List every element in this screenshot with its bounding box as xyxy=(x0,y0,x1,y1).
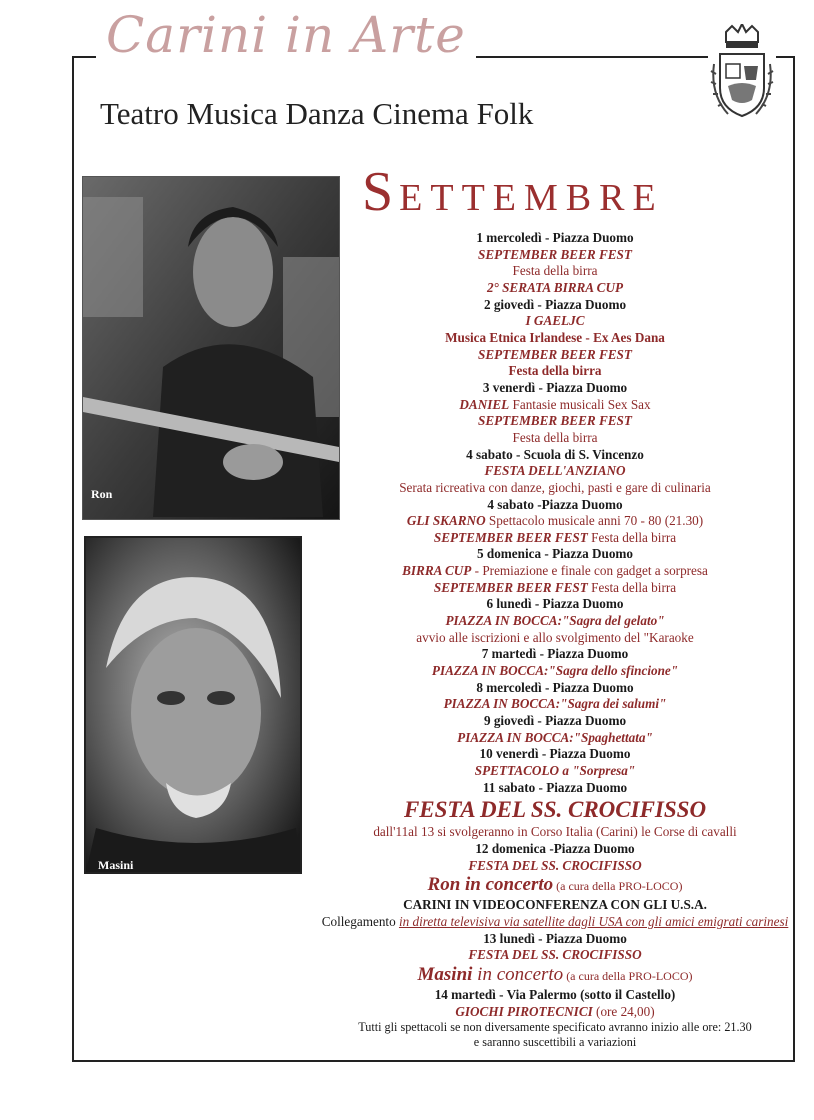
event-title: PIAZZA IN BOCCA:"Sagra dello sfincione" xyxy=(431,663,679,679)
event-title: FESTA DEL SS. CROCIFISSO xyxy=(468,857,642,873)
footer-note: Tutti gli spettacoli se non diversamente specificato avranno inizio alle ore: 21.30 xyxy=(358,1020,752,1035)
date-line: 10 venerdì - Piazza Duomo xyxy=(479,746,631,762)
event-title: SEPTEMBER BEER FEST xyxy=(478,413,632,429)
event-title: SEPTEMBER BEER FEST xyxy=(478,246,632,262)
event-title: PIAZZA IN BOCCA:"Spaghettata" xyxy=(457,729,653,745)
event-description: Collegamento xyxy=(321,913,399,929)
date-line: 4 sabato -Piazza Duomo xyxy=(487,496,623,512)
date-line: 9 giovedì - Piazza Duomo xyxy=(483,713,627,729)
event-title: DANIEL xyxy=(459,396,510,412)
date-line: 5 domenica - Piazza Duomo xyxy=(476,546,634,562)
event-description: Spettacolo musicale anni 70 - 80 (21.30) xyxy=(485,513,704,529)
event-description: - Premiazione e finale con gadget a sorpresa xyxy=(471,563,708,579)
event-line xyxy=(270,1004,814,1021)
date-line: 7 martedì - Piazza Duomo xyxy=(481,646,629,662)
event-title: SPETTACOLO a "Sorpresa" xyxy=(474,763,636,778)
event-title: BIRRA CUP xyxy=(402,563,472,579)
event-title: 2° SERATA BIRRA CUP xyxy=(486,279,624,295)
event-line xyxy=(270,397,814,414)
event-title: GIOCHI PIROTECNICI xyxy=(455,1003,593,1019)
ron-concert-title: Ron in concerto xyxy=(427,874,554,896)
masini-caption: Masini xyxy=(98,858,134,872)
date-line: 12 domenica -Piazza Duomo xyxy=(475,840,635,856)
event-title: SEPTEMBER BEER FEST xyxy=(478,346,632,362)
event-description: Serata ricreativa con danze, giochi, pasti e gare di culinaria xyxy=(399,479,711,495)
organizer-note: (a cura della PRO-LOCO) xyxy=(563,968,693,983)
masini-concert-name: Masini xyxy=(417,963,473,985)
footer-note: e saranno suscettibili a variazioni xyxy=(473,1035,637,1050)
organizer-note: (a cura della PRO-LOCO) xyxy=(553,879,683,894)
event-title: FESTA DEL SS. CROCIFISSO xyxy=(468,947,642,963)
event-description: Musica Etnica Irlandese - Ex Aes Dana xyxy=(445,329,665,345)
event-description: Festa della birra xyxy=(587,579,677,595)
date-line: 11 sabato - Piazza Duomo xyxy=(482,779,628,795)
event-line xyxy=(270,563,814,580)
ron-concert-line xyxy=(270,874,814,897)
event-title: I GAELJC xyxy=(525,313,585,329)
event-title: FESTA DELL'ANZIANO xyxy=(484,463,626,479)
festa-crocifisso-title: FESTA DEL SS. CROCIFISSO xyxy=(403,797,707,823)
date-line: 1 mercoledì - Piazza Duomo xyxy=(476,230,634,245)
event-description: Festa della birra xyxy=(587,529,677,545)
event-line xyxy=(270,580,814,597)
date-line: 2 giovedì - Piazza Duomo xyxy=(483,296,627,312)
event-description: Fantasie musicali Sex Sax xyxy=(509,396,651,412)
date-line: 6 lunedì - Piazza Duomo xyxy=(486,596,624,612)
event-line xyxy=(270,530,814,547)
carini-in-arte-logo: Carini in Arte xyxy=(96,10,476,60)
masini-concert-word: in concerto xyxy=(472,963,564,985)
event-description: Festa della birra xyxy=(512,263,598,279)
event-description: dall'11al 13 si svolgeranno in Corso Italia (Carini) le Corse di cavalli xyxy=(373,824,737,840)
event-description: avvio alle iscrizioni e allo svolgimento del "Karaoke xyxy=(416,629,694,645)
date-line: 3 venerdì - Piazza Duomo xyxy=(482,379,628,395)
date-line: 4 sabato - Scuola di S. Vincenzo xyxy=(466,446,644,462)
event-title: GLI SKARNO xyxy=(406,513,486,529)
month-rest: ETTEMBRE xyxy=(399,177,664,219)
event-description: Festa della birra xyxy=(512,429,598,445)
date-line: 13 lunedì - Piazza Duomo xyxy=(483,930,627,946)
month-first-letter: S xyxy=(362,161,400,223)
event-line xyxy=(270,513,814,530)
event-title: SEPTEMBER BEER FEST xyxy=(433,529,588,545)
date-line: 8 mercoledì - Piazza Duomo xyxy=(476,679,634,695)
event-program xyxy=(270,230,814,1050)
event-title: SEPTEMBER BEER FEST xyxy=(433,579,588,595)
event-title: PIAZZA IN BOCCA:"Sagra del gelato" xyxy=(445,613,665,629)
event-description-underlined: in diretta televisiva via satellite dagli USA con gli amici emigrati carinesi xyxy=(398,913,789,929)
event-description: (ore 24,00) xyxy=(592,1003,655,1019)
masini-concert-line xyxy=(270,964,814,987)
date-line: 14 martedì - Via Palermo (sotto il Castello) xyxy=(434,986,676,1002)
coat-of-arms-icon xyxy=(708,24,776,124)
event-line xyxy=(270,914,814,931)
subtitle: Teatro Musica Danza Cinema Folk xyxy=(100,96,534,131)
event-description: Festa della birra xyxy=(508,363,602,379)
month-heading xyxy=(362,161,772,223)
event-title: PIAZZA IN BOCCA:"Sagra dei salumi" xyxy=(443,696,667,712)
videoconference-title: CARINI IN VIDEOCONFERENZA CON GLI U.S.A. xyxy=(403,897,707,913)
ron-caption: Ron xyxy=(91,487,113,501)
